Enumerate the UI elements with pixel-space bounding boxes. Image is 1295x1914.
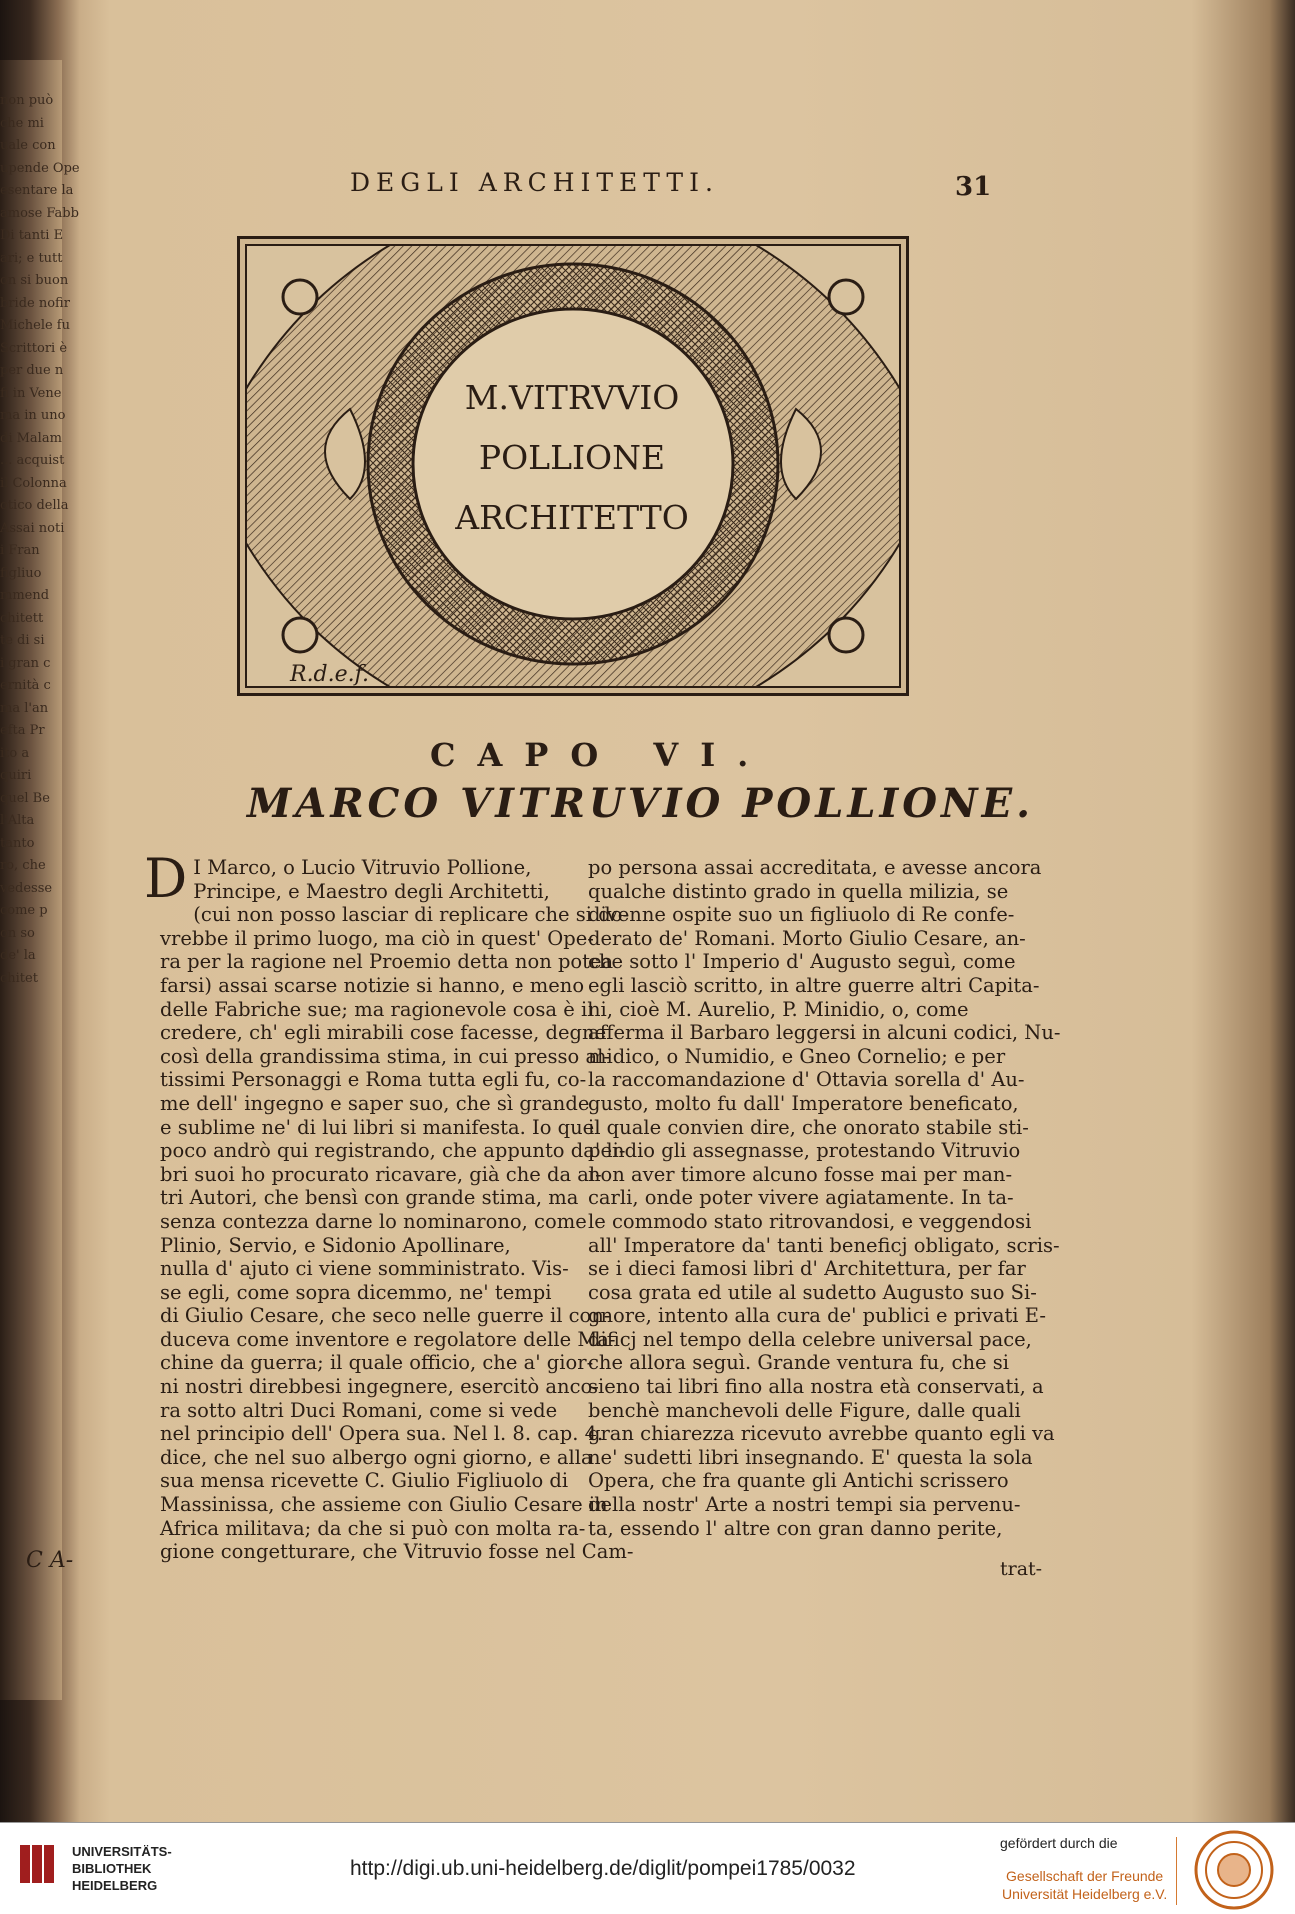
chapter-heading: CAPO VI. [430,736,771,774]
body-line: divenne ospite suo un figliuolo di Re confe- [588,903,1015,927]
text-column-left [144,847,634,1564]
sponsor-name-line: Gesellschaft der Freunde [1006,1868,1164,1884]
body-line: ra sotto altri Duci Romani, come si vede [160,1398,558,1422]
body-line: di Giulio Cesare, che seco nelle guerre il con- [160,1304,611,1328]
body-line: gione congetturare, che Vitruvio fosse nel Cam- [160,1540,634,1564]
body-line: gran chiarezza ricevuto avrebbe quanto egli va [588,1422,1055,1446]
body-line: se egli, come sopra dicemmo, ne' tempi [160,1280,552,1304]
facing-page-line: ma l'an [0,700,49,716]
body-line: carli, onde poter vivere agiatamente. In ta- [588,1186,1014,1210]
body-line: il quale convien dire, che onorato stabile sti- [588,1115,1029,1139]
facing-page-line: che mi [0,115,44,131]
facing-page-line: efta Pr [0,723,45,738]
body-line: nel principio dell' Opera sua. Nel l. 8. cap. 4. [160,1422,604,1446]
body-line: che allora seguì. Grande ventura fu, che si [588,1351,1010,1375]
facing-page-line: ito a [0,745,30,761]
margin-mark: C A- [26,1548,74,1573]
body-line: dificj nel tempo della celebre universal pace, [588,1327,1032,1351]
body-line: Africa militava; da che si può con molta ra- [160,1516,586,1540]
body-line: D I Marco, o Lucio Vitruvio Pollione, [144,847,532,910]
body-line: sua mensa ricevette C. Giulio Figliuolo di [160,1469,569,1493]
page-number: 31 [955,172,992,202]
plate-inscription [447,368,697,548]
facing-page-line: amose Fabb [0,205,79,221]
body-line: Principe, e Maestro degli Architetti, [193,879,550,903]
facing-page-line: ma in uno [0,408,66,423]
body-line: tissimi Personaggi e Roma tutta egli fu, co- [160,1068,587,1092]
body-line: delle Fabriche sue; ma ragionevole cosa è il [160,997,594,1021]
facing-page-line: te di si [0,633,45,648]
body-line: ra per la ragione nel Proemio detta non potea [160,950,614,974]
running-head: DEGLI ARCHITETTI. [350,168,719,197]
body-line: benchè manchevoli delle Figure, dalle quali [588,1398,1021,1422]
facing-page-line: esentare la [0,183,74,198]
facing-page-line: otico della [0,498,69,513]
body-line: senza contezza darne lo nominarono, come [160,1209,587,1233]
body-line: e sublime ne' di lui libri si manifesta. Io quel [160,1115,601,1139]
inscription-line: ARCHITETTO [455,498,689,537]
body-line: dice, che nel suo albergo ogni giorno, e alla [160,1445,593,1469]
facing-page-line: Assai noti [0,520,65,536]
facing-page-line: i gran c [0,655,51,671]
text-column-right [588,856,1061,1540]
facing-page-line: i Fran [0,543,40,558]
facing-page-line: mmend [0,588,50,603]
body-line: egli lasciò scritto, in altre guerre altri Capita- [588,973,1040,997]
drop-cap: D [144,847,188,910]
body-line: la raccomandazione d' Ottavia sorella d' Au- [588,1068,1025,1092]
university-seal-icon[interactable] [1193,1829,1275,1911]
permalink-url[interactable]: http://digi.ub.uni-heidelberg.de/diglit/pompei1785/0032 [350,1857,856,1880]
viewer-footer [0,1822,1295,1914]
body-line: tri Autori, che bensì con grande stima, ma [160,1186,579,1210]
facing-page-line: vedesse [0,880,53,896]
facing-page-line: chitet [0,970,38,986]
body-line: cosa grata ed utile al sudetto Augusto suo Si- [588,1280,1037,1304]
catchword: trat- [1000,1558,1043,1580]
library-name[interactable] [72,1843,172,1894]
facing-page-line: non può [0,93,54,108]
footer-divider [1176,1837,1177,1905]
body-line: che sotto l' Imperio d' Augusto seguì, come [588,950,1016,974]
facing-page-line: Michele fu [0,318,70,333]
body-line: all' Imperatore da' tanti beneficj obligato, scris- [588,1233,1060,1257]
body-line: se i dieci famosi libri d' Architettura, per far [588,1257,1026,1281]
facing-page-line: bride nofir [0,295,70,311]
body-line: della nostr' Arte a nostri tempi sia pervenu- [588,1493,1021,1517]
facing-page-line: Scrittori è [0,340,68,356]
facing-page-line: upende Ope [0,160,80,176]
body-line: credere, ch' egli mirabili cose facesse, degne [160,1021,607,1045]
facing-page-line: tanto [0,835,35,851]
body-line: gusto, molto fu dall' Imperatore beneficato, [588,1091,1019,1115]
body-line: gnore, intento alla cura de' publici e privati E- [588,1304,1046,1328]
facing-page-line: on si buon [0,273,69,288]
facing-page-line: quel Be [0,790,50,806]
library-logo-icon[interactable] [18,1841,56,1887]
facing-page-line: ... acquist [0,453,65,468]
body-line: bri suoi ho procurato ricavare, già che da al- [160,1162,602,1186]
facing-page-line: come p [0,903,48,918]
facing-page-line: quiri [0,768,32,783]
body-line: pendio gli assegnasse, protestando Vitruvio [588,1139,1021,1163]
inscription-line: POLLIONE [478,438,666,477]
facing-page-line: chitett [0,610,44,626]
facing-page-line: fi in Vene [0,385,62,401]
library-name-line: UNIVERSITÄTS- [72,1844,172,1859]
facing-page-line: figliuo [0,565,42,581]
body-line: derato de' Romani. Morto Giulio Cesare, an- [588,926,1026,950]
body-line: Opera, che fra quante gli Antichi scrissero [588,1469,1009,1493]
facing-page-line: ro, che [0,858,46,873]
body-line: po persona assai accreditata, e avesse ancora [588,856,1042,879]
body-line: le commodo stato ritrovandosi, e veggendosi [588,1209,1032,1233]
body-line: (cui non posso lasciar di replicare che si do- [193,903,630,927]
facing-page-line: on so [0,925,35,941]
body-line: chine da guerra; il quale officio, che a' gior- [160,1351,594,1375]
facing-page-line: ernità c [0,678,51,693]
engraver-signature: R.d.e.f. [290,662,369,687]
body-line: sieno tai libri fino alla nostra età conservati, a [588,1375,1044,1399]
facing-page-line: di Malam [0,430,62,446]
facing-page-line: l'Alta [0,813,35,828]
body-line: farsi) assai scarse notizie si hanno, e meno [160,973,585,997]
facing-page-line: per due n [0,363,64,378]
body-line: vrebbe il primo luogo, ma ciò in quest' Ope- [160,926,594,950]
sponsor-name-line: Universität Heidelberg e.V. [1002,1886,1168,1902]
body-line: nulla d' ajuto ci viene somministrato. Vis- [160,1257,569,1281]
library-name-line: BIBLIOTHEK [72,1861,152,1876]
facing-page-line: il Colonna [0,475,67,491]
body-line: così della grandissima stima, in cui presso al- [160,1044,610,1068]
body-line: afferma il Barbaro leggersi in alcuni codici, Nu- [588,1021,1061,1045]
body-line: me dell' ingegno e saper suo, che sì grande [160,1091,590,1115]
body-line: Plinio, Servio, e Sidonio Apollinare, [160,1233,511,1257]
facing-page-line: ari; e tutt [0,250,63,266]
sponsor-name[interactable] [1002,1867,1167,1903]
body-line: non aver timore alcuno fosse mai per man- [588,1162,1013,1186]
body-line: poco andrò qui registrando, che appunto da' li- [160,1139,626,1163]
chapter-subject: MARCO VITRUVIO POLLIONE. [247,780,1035,827]
library-name-line: HEIDELBERG [72,1878,158,1893]
body-line: ni, cioè M. Aurelio, P. Minidio, o, come [588,997,969,1021]
inscription-line: M.VITRVVIO [464,378,680,417]
body-line: Massinissa, che assieme con Giulio Cesare in [160,1493,608,1517]
sponsor-label: gefördert durch die [1000,1835,1118,1851]
facing-page-text [0,90,80,990]
body-line: duceva come inventore e regolatore delle Ma- [160,1327,616,1351]
body-line: ta, essendo l' altre con gran danno perite, [588,1516,1003,1540]
facing-page-line: Di tanti E [0,228,64,243]
body-line: ne' sudetti libri insegnando. E' questa la sola [588,1445,1033,1469]
body-line: qualche distinto grado in quella milizia, se [588,879,1009,903]
facing-page-line: uale con [0,138,56,153]
body-line: midico, o Numidio, e Gneo Cornelio; e per [588,1044,1006,1068]
body-line: ni nostri direbbesi ingegnere, esercitò anco- [160,1375,599,1399]
facing-page-line: de' la [0,948,36,963]
